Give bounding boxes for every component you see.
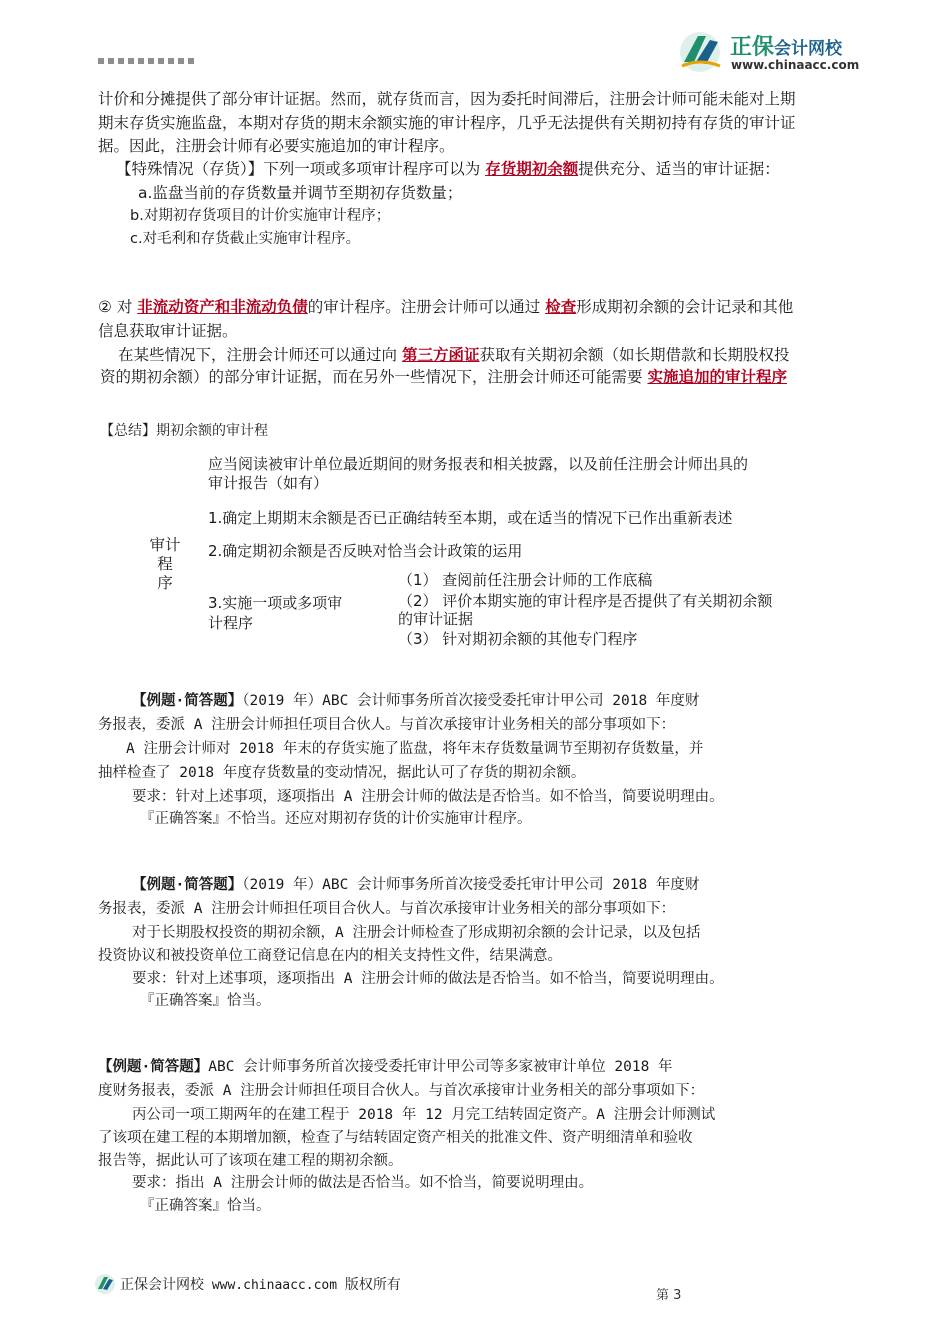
summary-sub2-line1: （2） 评价本期实施的审计程序是否提供了有关期初余额 xyxy=(398,592,773,610)
brand-name: 正保 xyxy=(730,35,775,60)
footer-page: 第 3 xyxy=(656,1288,682,1303)
ex3-line1 xyxy=(98,1056,673,1078)
ex3-line2: 度财务报表，委派 A 注册会计师担任项目合伙人。与首次承接审计业务相关的部分事项如下： xyxy=(98,1083,705,1099)
side-label-2: 程 xyxy=(157,555,173,573)
summary-title: 【总结】期初余额的审计程 xyxy=(100,423,268,439)
ex1-line5: 要求：针对上述事项，逐项指出 A 注册会计师的做法是否恰当。如不恰当，简要说明理由。 xyxy=(132,789,724,805)
ex1-line1-text: （2019 年）ABC 会计师事务所首次接受委托审计甲公司 2018 年度财 xyxy=(242,693,700,709)
ex3-line3: 丙公司一项工期两年的在建工程于 2018 年 12 月完工结转固定资产。A 注册会计师测试 xyxy=(132,1107,716,1123)
summary-row2: 2.确定期初余额是否反映对恰当会计政策的运用 xyxy=(208,542,523,560)
summary-row1: 1.确定上期期末余额是否已正确结转至本期，或在适当的情况下已作出重新表述 xyxy=(208,509,733,527)
s1-item-b: b.对期初存货项目的计价实施审计程序； xyxy=(130,208,391,224)
ex3-answer: 『正确答案』恰当。 xyxy=(140,1198,271,1214)
ex1-answer: 『正确答案』不恰当。还应对期初存货的计价实施审计程序。 xyxy=(140,811,532,827)
s2-highlight-confirmation: 第三方函证 xyxy=(401,346,480,364)
s1-line3: 据。因此，注册会计师有必要实施追加的审计程序。 xyxy=(98,137,455,155)
brand-website: www.chinaacc.com xyxy=(731,58,860,72)
summary-side-label xyxy=(140,536,190,593)
ex3-line1-text: ABC 会计师事务所首次接受委托审计甲公司等多家被审计单位 2018 年 xyxy=(208,1059,673,1075)
summary-row3-label-2: 计程序 xyxy=(208,614,254,632)
ex2-line3: 对于长期股权投资的期初余额，A 注册会计师检查了形成期初余额的会计记录，以及包括 xyxy=(132,925,701,941)
s2-suffix1: 形成期初余额的会计记录和其他 xyxy=(576,298,794,316)
brand-suffix: 会计网校 xyxy=(774,39,843,59)
s2-line4 xyxy=(100,366,860,386)
ex2-line5: 要求：针对上述事项，逐项指出 A 注册会计师的做法是否恰当。如不恰当，简要说明理由。 xyxy=(132,971,724,987)
side-label-1: 审计 xyxy=(149,536,181,554)
ex2-tag: 【例题·简答题】 xyxy=(132,877,243,893)
s1-special-suffix: 提供充分、适当的审计证据： xyxy=(578,160,780,178)
s2-line3 xyxy=(118,344,789,366)
summary-row0-line1: 应当阅读被审计单位最近期间的财务报表和相关披露，以及前任注册会计师出具的 xyxy=(208,455,749,473)
s1-special xyxy=(116,158,780,180)
ex3-tag: 【例题·简答题】 xyxy=(98,1059,209,1075)
summary-row3-label-1: 3.实施一项或多项审 xyxy=(208,594,343,612)
s1-line1: 计价和分摊提供了部分审计证据。然而，就存货而言，因为委托时间滞后，注册会计师可能未能对上期 xyxy=(98,90,796,108)
footer-site: www.chinaacc.com xyxy=(204,1278,345,1293)
ex2-line1-text: （2019 年）ABC 会计师事务所首次接受委托审计甲公司 2018 年度财 xyxy=(242,877,700,893)
s2-line1 xyxy=(98,296,793,318)
s1-special-highlight: 存货期初余额 xyxy=(485,160,579,178)
s2-highlight-inspect: 检查 xyxy=(545,298,577,316)
s1-item-c: c.对毛利和存货截止实施审计程序。 xyxy=(130,231,361,247)
ex3-line4: 了该项在建工程的本期增加额，检查了与结转固定资产相关的批准文件、资产明细清单和验收 xyxy=(98,1130,693,1146)
footer-rights: 版权所有 xyxy=(344,1277,401,1293)
ex1-tag: 【例题·简答题】 xyxy=(132,693,243,709)
ex3-line5: 报告等，据此认可了该项在建工程的期初余额。 xyxy=(98,1153,403,1169)
summary-row0-line2: 审计报告（如有） xyxy=(208,474,329,492)
brand-logo xyxy=(676,28,876,76)
s2-prefix: ② 对 xyxy=(98,298,138,316)
ex2-line1 xyxy=(132,874,699,896)
ex3-line6: 要求：指出 A 注册会计师的做法是否恰当。如不恰当，简要说明理由。 xyxy=(132,1175,594,1191)
ex1-line1 xyxy=(132,690,699,712)
footer xyxy=(94,1272,854,1303)
ex1-line3: A 注册会计师对 2018 年末的存货实施了监盘，将年末存货数量调节至期初存货数量，并 xyxy=(126,741,704,757)
footer-logo-icon xyxy=(94,1273,116,1295)
s2-line4-prefix: 资的期初余额）的部分审计证据，而在另外一些情况下，注册会计师还可能需要 xyxy=(100,368,648,386)
side-label-3: 序 xyxy=(157,574,173,592)
brand-logo-icon xyxy=(676,28,726,74)
s2-highlight-noncurrent: 非流动资产和非流动负债 xyxy=(137,298,308,316)
ex2-line2: 务报表，委派 A 注册会计师担任项目合伙人。与首次承接审计业务相关的部分事项如下： xyxy=(98,901,676,917)
s1-line2: 期末存货实施监盘，本期对存货的期末余额实施的审计程序，几乎无法提供有关期初持有存货的审计证 xyxy=(98,114,796,132)
s1-special-prefix: 【特殊情况（存货）】下列一项或多项审计程序可以为 xyxy=(116,160,486,178)
summary-sub2-line2: 的审计证据 xyxy=(398,610,474,628)
ex1-line4: 抽样检查了 2018 年度存货数量的变动情况，据此认可了存货的期初余额。 xyxy=(98,765,586,781)
s2-highlight-additional: 实施追加的审计程序 xyxy=(647,368,787,386)
ex2-answer: 『正确答案』恰当。 xyxy=(140,993,271,1009)
s2-line3-prefix: 在某些情况下，注册会计师还可以通过向 xyxy=(118,346,402,364)
summary-sub3: （3） 针对期初余额的其他专门程序 xyxy=(398,630,638,648)
s1-item-a: a.监盘当前的存货数量并调节至期初存货数量； xyxy=(138,184,463,202)
s2-line3-suffix: 获取有关期初余额（如长期借款和长期股权投 xyxy=(479,346,790,364)
ex2-line4: 投资协议和被投资单位工商登记信息在内的相关支持性文件，结果满意。 xyxy=(98,948,562,964)
ex1-line2: 务报表，委派 A 注册会计师担任项目合伙人。与首次承接审计业务相关的部分事项如下： xyxy=(98,717,676,733)
footer-brand: 正保会计网校 xyxy=(120,1277,204,1293)
s2-mid1: 的审计程序。注册会计师可以通过 xyxy=(307,298,546,316)
summary-sub1: （1） 查阅前任注册会计师的工作底稿 xyxy=(398,571,653,589)
s2-line2: 信息获取审计证据。 xyxy=(98,322,238,340)
header-top-left-fragment xyxy=(98,58,198,64)
